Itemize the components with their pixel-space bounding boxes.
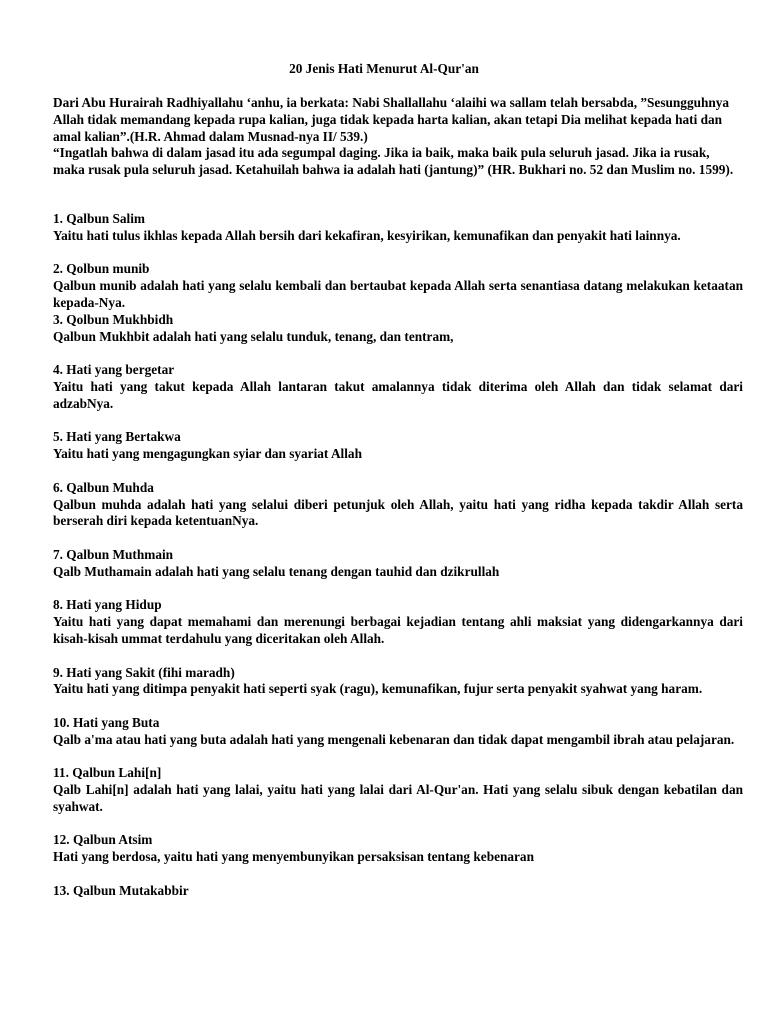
section-13 — [53, 883, 743, 900]
section-1 — [53, 211, 743, 245]
section-6 — [53, 480, 743, 530]
section-body: Yaitu hati yang takut kepada Allah lantaran takut amalannya tidak diterima oleh Allah dan tidak selamat dari adzabNya. — [53, 378, 743, 411]
section-5 — [53, 429, 743, 463]
section-title: 12. Qalbun Atsim — [53, 832, 153, 848]
section-body: Qalbun munib adalah hati yang selalu kembali dan bertaubat kepada Allah serta senantiasa datang melakukan ketaatan kepada-Nya. — [53, 278, 743, 310]
section-body: Qalb Muthamain adalah hati yang selalu tenang dengan tauhid dan dzikrullah — [53, 563, 500, 579]
section-title: 4. Hati yang bergetar — [53, 362, 175, 378]
section-title: 1. Qalbun Salim — [53, 211, 146, 226]
section-body: Yaitu hati yang ditimpa penyakit hati seperti syak (ragu), kemunafikan, fujur serta penyakit syahwat yang haram. — [53, 681, 703, 697]
section-title: 6. Qalbun Muhda — [53, 479, 154, 495]
section-title: 8. Hati yang Hidup — [53, 597, 162, 613]
section-4 — [53, 362, 743, 412]
section-body: Qalbun Mukhbit adalah hati yang selalu tunduk, tenang, dan tentram, — [53, 328, 454, 344]
section-body: Qalb a'ma atau hati yang buta adalah hati yang mengenali kebenaran dan tidak dapat mengambil ibrah atau pelajaran. — [53, 731, 735, 747]
section-title: 5. Hati yang Bertakwa — [53, 429, 181, 445]
section-body: Yaitu hati tulus ikhlas kepada Allah bersih dari kekafiran, kesyirikan, kemunafikan dan penyakit hati lainnya. — [53, 227, 681, 243]
section-body: Yaitu hati yang dapat memahami dan merenungi berbagai kejadian tentang ahli maksiat yang didengarkannya dari kisah-kisah ummat terdahulu yang diceritakan oleh Allah. — [53, 614, 743, 646]
section-body: Hati yang berdosa, yaitu hati yang menyembunyikan persaksisan tentang kebenaran — [53, 849, 534, 865]
document-title: 20 Jenis Hati Menurut Al-Qur'an — [289, 61, 479, 76]
sections-list — [53, 211, 743, 900]
intro-hadith-1: Dari Abu Hurairah Radhiyallahu ‘anhu, ia berkata: Nabi Shallallahu ‘alaihi wa sallam telah bersabda, ”Sesungguhnya Allah tidak memandang kepada rupa kalian, juga tidak kepada harta kalian, akan tetapi Dia melihat kepada hati dan amal kalian”.(H.R. Ahmad dalam Musnad-nya II/ 539.) — [53, 95, 730, 144]
section-9 — [53, 665, 743, 699]
section-title: 10. Hati yang Buta — [53, 714, 160, 730]
section-body: Qalbun muhda adalah hati yang selalui diberi petunjuk oleh Allah, yaitu hati yang ridha kepada takdir Allah serta berserah diri kepada ketentuanNya. — [53, 496, 743, 529]
section-7 — [53, 547, 743, 581]
section-body: Qalb Lahi[n] adalah hati yang lalai, yaitu hati yang lalai dari Al-Qur'an. Hati yang selalu sibuk dengan kebatilan dan syahwat. — [53, 782, 743, 814]
section-title: 3. Qolbun Mukhbidh — [53, 311, 174, 327]
section-8 — [53, 597, 743, 647]
intro-hadith-2: “Ingatlah bahwa di dalam jasad itu ada segumpal daging. Jika ia baik, maka baik pula seluruh jasad. Jika ia rusak, maka rusak pula seluruh jasad. Ketahuilah bahwa ia adalah hati (jantung)” (HR. Bukhari no. 52 dan Muslim no. 1599). — [53, 145, 734, 178]
section-title: 11. Qalbun Lahi[n] — [53, 765, 162, 781]
section-10 — [53, 715, 743, 749]
section-body: Yaitu hati yang mengagungkan syiar dan syariat Allah — [53, 446, 362, 462]
section-title: 2. Qolbun munib — [53, 261, 150, 277]
section-title: 13. Qalbun Mutakabbir — [53, 882, 189, 898]
section-title: 7. Qalbun Muthmain — [53, 546, 174, 562]
section-3 — [53, 312, 743, 346]
section-title: 9. Hati yang Sakit (fihi maradh) — [53, 664, 235, 680]
section-12 — [53, 832, 743, 866]
section-2 — [53, 261, 743, 311]
intro-block — [53, 95, 743, 179]
section-11 — [53, 765, 743, 815]
